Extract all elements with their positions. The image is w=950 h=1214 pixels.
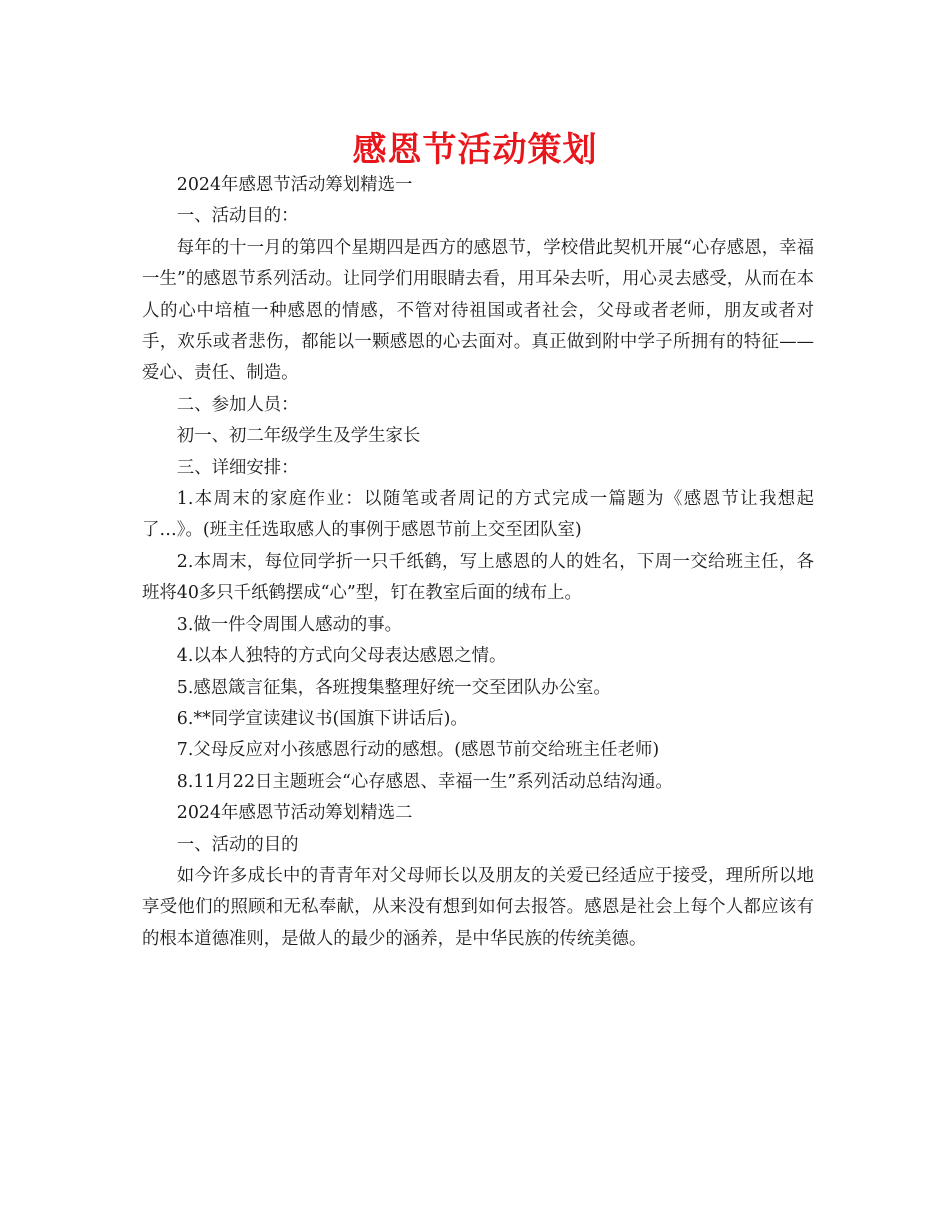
list-item-6: 6.**同学宣读建议书(国旗下讲话后)。 [176,708,468,729]
list-item-4: 4.以本人独特的方式向父母表达感恩之情。 [176,646,507,667]
heading-participants: 二、参加人员： [176,394,299,415]
paragraph-participants: 初一、初二年级学生及学生家长 [176,426,421,447]
document-body [142,170,814,955]
heading-detailed-arrangement: 三、详细安排： [176,457,299,478]
list-item-2: 2.本周末，每位同学折一只千纸鹤，写上感恩的人的姓名，下周一交给班主任，各班将40多只千纸鹤摆成“心”型，钉在教室后面的绒布上。 [142,551,814,604]
heading-activity-goal: 一、活动的目的 [176,834,299,855]
document-title: 感恩节活动策划 [352,130,598,170]
section-heading-selection-two: 2024年感恩节活动筹划精选二 [176,803,413,824]
list-item-3: 3.做一件令周围人感动的事。 [176,614,403,635]
heading-activity-purpose: 一、活动目的： [176,206,299,227]
paragraph-purpose-text: 每年的十一月的第四个星期四是西方的感恩节，学校借此契机开展“心存感恩，幸福一生”的感恩节系列活动。让同学们用眼睛去看，用耳朵去听，用心灵去感受，从而在本人的心中培植一种感恩的情感，不管对待祖国或者社会，父母或者老师，朋友或者对手，欢乐或者悲伤，都能以一颗感恩的心去面对。真正做到附中学子所拥有的特征——爱心、责任、制造。 [142,237,814,384]
paragraph-goal-text: 如今许多成长中的青青年对父母师长以及朋友的关爱已经适应于接受，理所所以地享受他们的照顾和无私奉献，从来没有想到如何去报答。感恩是社会上每个人都应该有的根本道德准则，是做人的最少的涵养，是中华民族的传统美德。 [142,865,814,949]
list-item-1: 1.本周末的家庭作业：以随笔或者周记的方式完成一篇题为《感恩节让我想起了…》。(班主任选取感人的事例于感恩节前上交至团队室) [142,489,814,541]
list-item-5: 5.感恩箴言征集，各班搜集整理好统一交至团队办公室。 [176,677,611,698]
list-item-8: 8.11月22日主题班会“心存感恩、幸福一生”系列活动总结沟通。 [176,771,673,792]
list-item-7: 7.父母反应对小孩感恩行动的感想。(感恩节前交给班主任老师) [176,740,660,761]
section-heading-selection-one: 2024年感恩节活动筹划精选一 [176,175,413,195]
